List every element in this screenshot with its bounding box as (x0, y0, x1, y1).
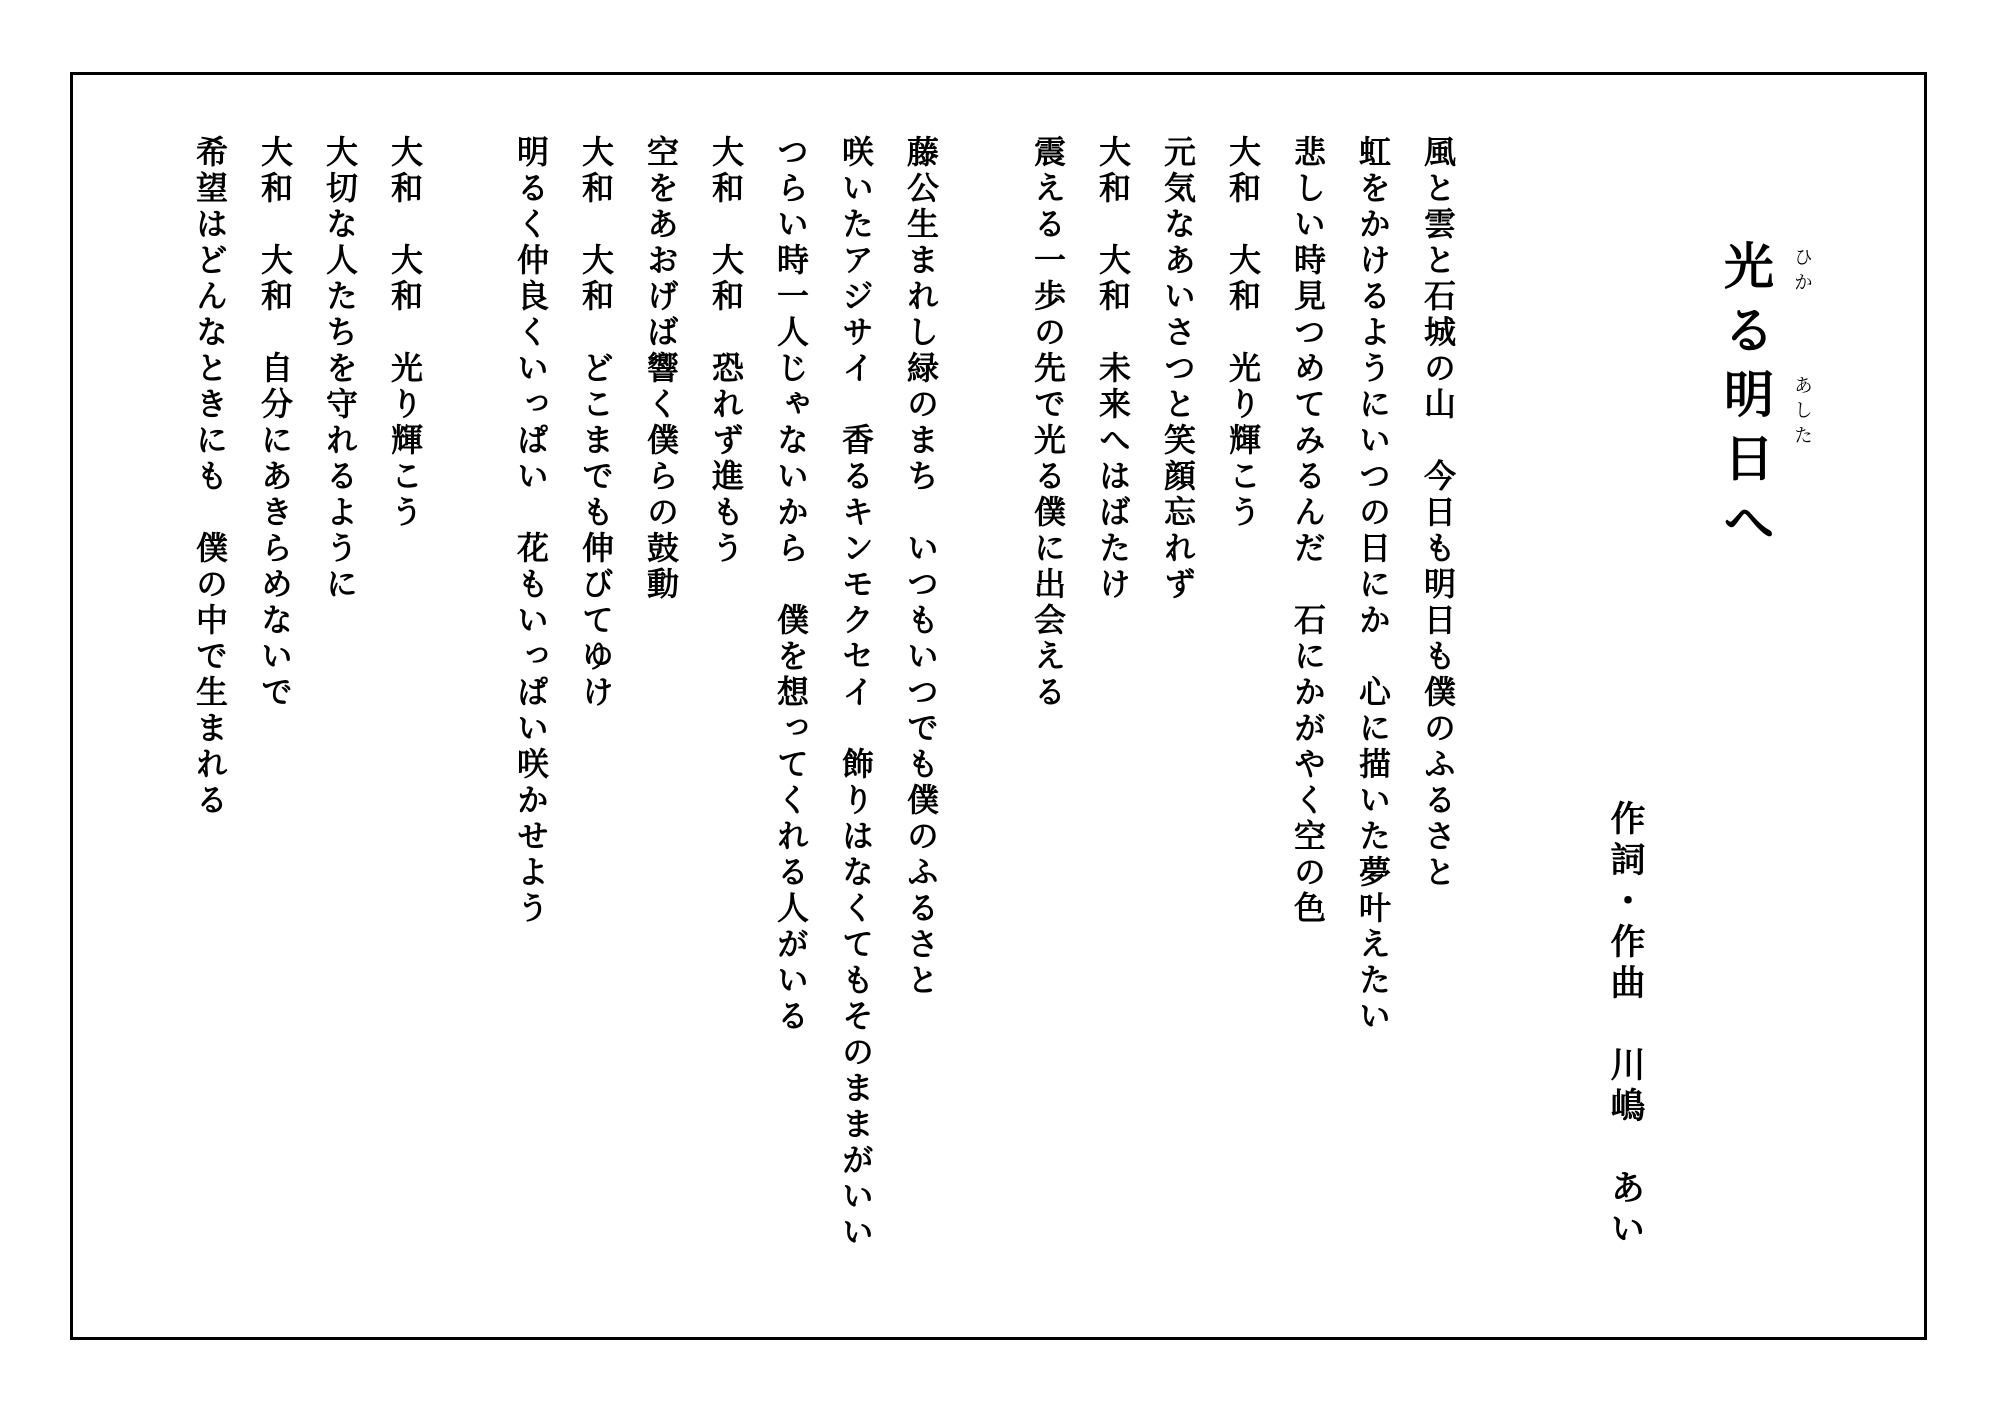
lyric-line: 大和 大和 光り輝こう (1224, 135, 1262, 531)
song-title (1720, 235, 1818, 555)
title-char: 光 (1724, 238, 1774, 296)
lyric-line: 悲しい時見つめてみるんだ 石にかがやく空の色 (1289, 135, 1327, 927)
ruby-ashita: あした (1791, 375, 1813, 450)
title-char: へ (1724, 494, 1774, 552)
title-char: 明 (1724, 366, 1774, 424)
lyric-line: 明るく仲良くいっぱい 花もいっぱい咲かせよう (512, 135, 550, 927)
lyric-line: 希望はどんなときにも 僕の中で生まれる (191, 135, 229, 819)
title-char: る (1724, 302, 1774, 360)
lyric-line: 大和 大和 自分にあきらめないで (256, 135, 294, 711)
title-char: 日 (1724, 430, 1774, 488)
lyric-line: 大和 大和 光り輝こう (386, 135, 424, 531)
author-credit: 作詞・作曲 川嶋 あい (1605, 800, 1645, 1251)
lyric-line: 空をあおげば響く僕らの鼓動 (642, 135, 680, 603)
lyric-line: 大切な人たちを守れるように (321, 135, 359, 603)
lyric-line: 震える一歩の先で光る僕に出会える (1029, 135, 1067, 711)
title-word-ashita (1720, 363, 1818, 491)
lyric-line: 大和 大和 どこまでも伸びてゆけ (577, 135, 615, 711)
lyric-line: 大和 大和 恐れず進もう (707, 135, 745, 567)
lyric-line: 元気なあいさつと笑顔忘れず (1159, 135, 1197, 603)
lyric-line: 藤公生まれし緑のまち いつもいつでも僕のふるさと (902, 135, 940, 999)
title-word-hikaru (1720, 235, 1818, 299)
lyric-line: 風と雲と石城の山 今日も明日も僕のふるさと (1419, 135, 1457, 891)
lyric-line: 大和 大和 未来へはばたけ (1094, 135, 1132, 603)
ruby-hikaru: ひか (1791, 247, 1813, 297)
lyric-line: 虹をかけるようにいつの日にか 心に描いた夢叶えたい (1354, 135, 1392, 1035)
lyric-line: つらい時一人じゃないから 僕を想ってくれる人がいる (772, 135, 810, 1035)
lyric-line: 咲いたアジサイ 香るキンモクセイ 飾りはなくてもそのままがいい (837, 135, 875, 1251)
